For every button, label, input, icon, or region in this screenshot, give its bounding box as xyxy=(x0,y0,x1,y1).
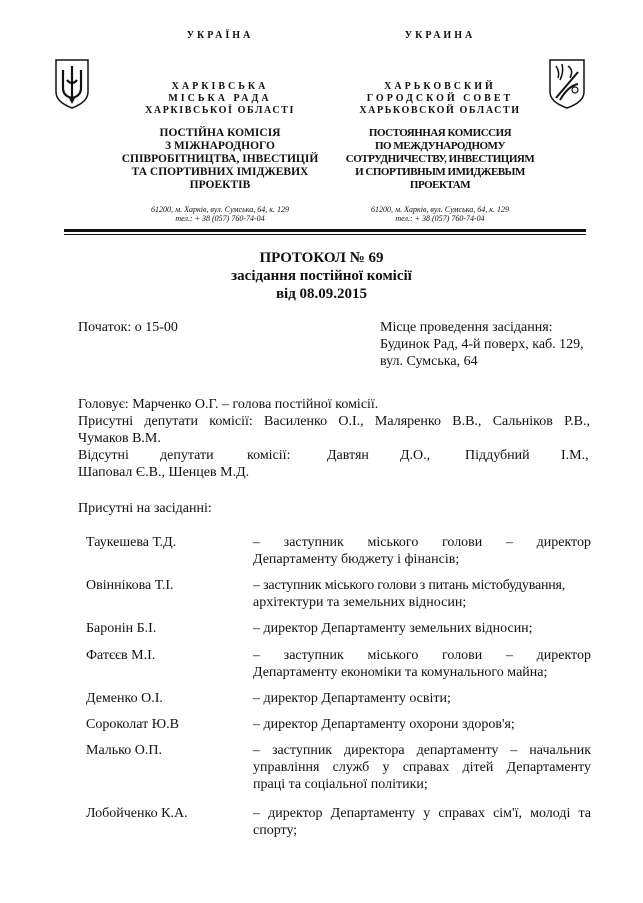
invited-name: Фатєєв М.І. xyxy=(86,648,156,663)
address-line-1: 61200, м. Харків, вул. Сумська, 64, к. 129 xyxy=(151,205,289,214)
committee-line-2: ПО МЕЖДУНАРОДНОМУ xyxy=(374,140,506,152)
committee-line-3: СПІВРОБІТНИЦТВА, ІНВЕСТИЦІЙ xyxy=(121,153,319,165)
place-label: Місце проведення засідання: xyxy=(380,320,553,335)
invited-role-line: – директор Департаменту освіти; xyxy=(253,691,451,706)
place-building: Будинок Рад, 4-й поверх, каб. 129, xyxy=(380,337,584,352)
invited-role-line: – директор Департаменту охорони здоров'я; xyxy=(253,717,515,732)
ukraine-trident-emblem-icon xyxy=(54,58,90,110)
address-line-1: 61200, м. Харків, вул. Сумська, 64, к. 129 xyxy=(371,205,509,214)
country-ru: УКРАИНА xyxy=(404,30,476,41)
committee-line-5: ПРОЕКТАМ xyxy=(409,179,471,191)
invited-role-line: спорту; xyxy=(253,823,298,838)
committee-line-4: И СПОРТИВНЫМ ИМИДЖЕВЫМ xyxy=(355,166,525,178)
committee-line-4: ТА СПОРТИВНИХ ІМІДЖЕВИХ xyxy=(131,166,309,178)
address-line-2: тел.: + 38 (057) 760-74-04 xyxy=(175,214,265,223)
invited-role-line: – директор Департаменту земельних відносин; xyxy=(253,621,533,636)
address-line-2: тел.: + 38 (057) 760-74-04 xyxy=(395,214,485,223)
place-street: вул. Сумська, 64 xyxy=(380,354,478,369)
chair-line: Головує: Марченко О.Г. – голова постійної комісії. xyxy=(78,397,379,412)
absent-word-deputies: депутати xyxy=(160,448,214,463)
invited-role-line: праці та соціальної політики; xyxy=(253,777,428,792)
invited-role-line: управління служб у справах дітей Департаменту xyxy=(253,760,591,775)
council-line-3: ХАРЬКОВСКОЙ ОБЛАСТИ xyxy=(359,105,521,116)
country-ua: УКРАЇНА xyxy=(186,30,254,41)
present-line-1: Присутні депутати комісії: Василенко О.І., Маляренко В.В., Сальніков Р.В., xyxy=(78,414,590,429)
invited-name: Сороколат Ю.В xyxy=(86,717,179,732)
invited-name: Таукешева Т.Д. xyxy=(86,535,177,550)
invited-name: Деменко О.І. xyxy=(86,691,163,706)
absent-line-2: Шаповал Є.В., Шенцев М.Д. xyxy=(78,465,250,480)
invited-name: Малько О.П. xyxy=(86,743,162,758)
absent-word-commission: комісії: xyxy=(247,448,291,463)
absent-name-4: І.М., xyxy=(561,448,589,463)
invited-role-line: Департаменту бюджету і фінансів; xyxy=(253,552,460,567)
invited-role-line: – заступник міського голови – директор xyxy=(253,535,591,550)
council-line-2: ГОРОДСКОЙ СОВЕТ xyxy=(366,93,514,104)
committee-line-3: СОТРУДНИЧЕСТВУ, ИНВЕСТИЦИЯМ xyxy=(345,153,535,165)
invited-role-line: – заступник міського голови – директор xyxy=(253,648,591,663)
council-line-1: ХАРКІВСЬКА xyxy=(171,81,269,92)
council-line-3: ХАРКІВСЬКОЇ ОБЛАСТІ xyxy=(145,105,295,116)
present-line-2: Чумаков В.М. xyxy=(78,431,161,446)
invited-role-line: архітектури та земельних відносин; xyxy=(253,595,467,610)
start-time: Початок: о 15-00 xyxy=(78,320,178,335)
invited-name: Баронін Б.І. xyxy=(86,621,157,636)
header-divider-thick xyxy=(64,229,586,232)
absent-name-3: Піддубний xyxy=(465,448,530,463)
council-line-2: МІСЬКА РАДА xyxy=(168,93,272,104)
invited-role-line: – директор Департаменту у справах сім'ї, молоді та xyxy=(253,806,591,821)
council-line-1: ХАРЬКОВСКИЙ xyxy=(384,81,496,92)
header-divider-thin xyxy=(64,234,586,235)
absent-name-1: Давтян xyxy=(327,448,369,463)
committee-line-1: ПОСТОЯННАЯ КОМИССИЯ xyxy=(368,127,512,139)
protocol-subtitle: засідання постійної комісії xyxy=(231,268,412,284)
invited-name: Овіннікова Т.І. xyxy=(86,578,174,593)
committee-line-2: З МІЖНАРОДНОГО xyxy=(164,140,275,152)
protocol-date: від 08.09.2015 xyxy=(275,286,368,302)
absent-label: Відсутні xyxy=(78,448,129,463)
invited-heading: Присутні на засіданні: xyxy=(78,501,212,516)
invited-role-line: – заступник міського голови з питань містобудування, xyxy=(253,578,566,593)
invited-role-line: Департаменту економіки та комунального майна; xyxy=(253,665,548,680)
committee-line-1: ПОСТІЙНА КОМІСІЯ xyxy=(159,127,281,139)
invited-role-line: – заступник директора департаменту – начальник xyxy=(253,743,591,758)
committee-line-5: ПРОЕКТІВ xyxy=(189,179,251,191)
absent-name-2: Д.О., xyxy=(400,448,431,463)
invited-name: Лобойченко К.А. xyxy=(86,806,188,821)
protocol-title: ПРОТОКОЛ № 69 xyxy=(259,250,384,266)
